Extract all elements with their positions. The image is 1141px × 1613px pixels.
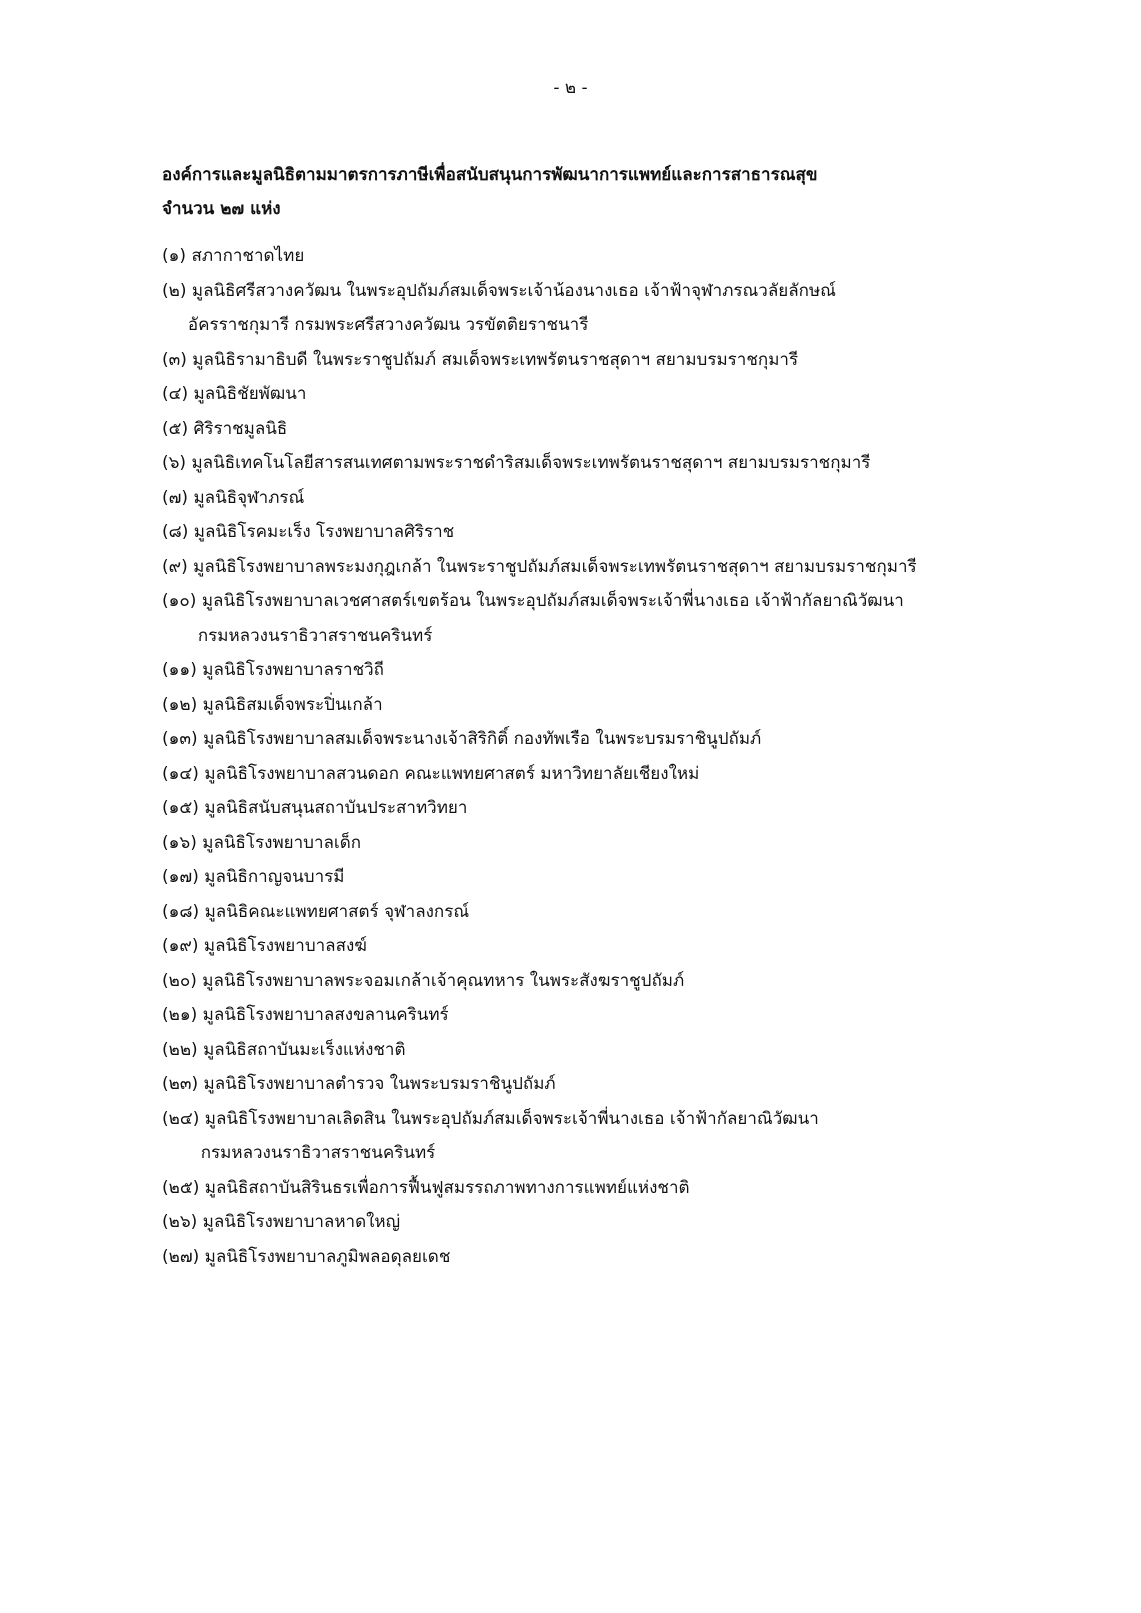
item-number: (๕) — [162, 418, 189, 439]
item-number: (๒๓) — [162, 1074, 199, 1094]
page-number: - ๒ - — [553, 78, 588, 98]
item-text — [191, 239, 304, 274]
list-item — [162, 964, 1102, 999]
item-line: มูลนิธิจุฬาภรณ์ — [193, 487, 305, 508]
item-line: มูลนิธิโรคมะเร็ง โรงพยาบาลศิริราช — [193, 522, 455, 542]
heading-line-2: จำนวน ๒๗ แห่ง — [162, 199, 281, 219]
item-line: มูลนิธิโรงพยาบาลพระจอมเกล้าเจ้าคุณทหาร ในพระสังฆราชูปถัมภ์ — [202, 970, 685, 991]
item-line: มูลนิธิโรงพยาบาลพระมงกุฎเกล้า ในพระราชูปถัมภ์สมเด็จพระเทพรัตนราชสุดาฯ สยามบรมราชกุมารี — [193, 556, 917, 577]
item-number: (๑๐) — [162, 591, 197, 611]
item-line: มูลนิธิโรงพยาบาลสมเด็จพระนางเจ้าสิริกิติ์ กองทัพเรือ ในพระบรมราชินูปถัมภ์ — [203, 729, 762, 749]
item-number: (๑๙) — [162, 936, 199, 956]
item-number: (๑๔) — [162, 763, 199, 784]
item-number: (๒๐) — [162, 970, 197, 991]
item-number: (๑๘) — [162, 901, 200, 922]
item-line: มูลนิธิโรงพยาบาลหาดใหญ่ — [202, 1212, 401, 1232]
organization-list — [162, 239, 1102, 1274]
list-item — [162, 860, 1102, 895]
list-item — [162, 1102, 1102, 1171]
item-text — [192, 343, 798, 378]
item-text — [205, 895, 470, 930]
item-text — [203, 1205, 400, 1240]
list-item — [162, 1205, 1102, 1240]
item-line: สภากาชาดไทย — [191, 246, 305, 266]
item-number: (๒๒) — [162, 1039, 198, 1060]
list-item — [162, 1240, 1102, 1275]
item-text — [204, 757, 699, 792]
item-line: มูลนิธิกาญจนบารมี — [204, 867, 345, 887]
item-number: (๑๗) — [162, 867, 199, 887]
item-text — [205, 1171, 690, 1206]
item-text — [194, 412, 288, 447]
item-number: (๒๗) — [162, 1246, 200, 1267]
item-line: มูลนิธิโรงพยาบาลเด็ก — [202, 832, 362, 853]
item-line: มูลนิธิสมเด็จพระปิ่นเกล้า — [202, 694, 383, 715]
item-text — [193, 550, 917, 585]
item-text — [194, 515, 454, 550]
list-item — [162, 653, 1102, 688]
item-line: มูลนิธิศรีสวางควัฒน ในพระอุปถัมภ์สมเด็จพระเจ้าน้องนางเธอ เจ้าฟ้าจุฬาภรณวลัยลักษณ์ — [191, 280, 836, 301]
heading-line-1: องค์การและมูลนิธิตามมาตรการภาษีเพื่อสนับสนุนการพัฒนาการแพทย์และการสาธารณสุข — [162, 165, 818, 185]
list-item — [162, 446, 1102, 481]
item-number: (๑๖) — [162, 832, 197, 853]
list-item — [162, 929, 1102, 964]
item-text — [205, 1240, 451, 1275]
item-line: มูลนิธิชัยพัฒนา — [193, 384, 307, 404]
item-text — [203, 998, 449, 1033]
item-text — [204, 791, 467, 826]
item-number: (๑๑) — [162, 660, 197, 680]
item-number: (๑) — [162, 246, 187, 266]
item-text — [191, 446, 870, 481]
item-text — [187, 274, 836, 343]
item-number: (๙) — [162, 556, 188, 577]
list-item — [162, 1067, 1102, 1102]
item-continuation-line: กรมหลวงนราธิวาสราชนครินทร์ — [200, 1143, 436, 1163]
list-item — [162, 584, 1102, 653]
list-item — [162, 1171, 1102, 1206]
item-number: (๖) — [162, 453, 187, 473]
item-line: มูลนิธิสถาบันมะเร็งแห่งชาติ — [203, 1039, 406, 1060]
item-number: (๑๕) — [162, 798, 199, 818]
item-line: มูลนิธิโรงพยาบาลเลิดสิน ในพระอุปถัมภ์สมเด็จพระเจ้าพี่นางเธอ เจ้าฟ้ากัลยาณิวัฒนา — [204, 1108, 819, 1129]
list-item — [162, 722, 1102, 757]
list-item — [162, 274, 1102, 343]
list-item — [162, 757, 1102, 792]
item-line: มูลนิธิโรงพยาบาลตำรวจ ในพระบรมราชินูปถัมภ์ — [203, 1074, 556, 1094]
list-item — [162, 412, 1102, 447]
item-line: ศิริราชมูลนิธิ — [193, 418, 288, 439]
item-text — [197, 584, 904, 653]
item-number: (๒) — [162, 280, 187, 301]
item-text — [204, 1067, 556, 1102]
list-item — [162, 515, 1102, 550]
list-item — [162, 1033, 1102, 1068]
item-text — [204, 860, 344, 895]
item-text — [194, 377, 307, 412]
item-line: มูลนิธิเทคโนโลยีสารสนเทศตามพระราชดำริสมเด็จพระเทพรัตนราชสุดาฯ สยามบรมราชกุมารี — [191, 453, 871, 473]
item-text — [203, 722, 761, 757]
item-text — [203, 688, 383, 723]
item-text — [202, 826, 361, 861]
list-item — [162, 688, 1102, 723]
list-item — [162, 377, 1102, 412]
item-text — [202, 964, 684, 999]
list-item — [162, 481, 1102, 516]
item-text — [202, 653, 384, 688]
item-number: (๒๑) — [162, 1005, 198, 1025]
document-heading — [162, 158, 1062, 226]
item-line: มูลนิธิโรงพยาบาลสงขลานครินทร์ — [202, 1005, 449, 1025]
item-text — [204, 929, 367, 964]
item-continuation-line: อัครราชกุมารี กรมพระศรีสวางควัฒน วรขัตติยราชนารี — [187, 315, 589, 335]
list-item — [162, 826, 1102, 861]
list-item — [162, 791, 1102, 826]
list-item — [162, 550, 1102, 585]
item-number: (๗) — [162, 487, 189, 508]
item-line: มูลนิธิโรงพยาบาลราชวิถี — [202, 660, 384, 680]
item-text — [200, 1102, 819, 1171]
list-item — [162, 998, 1102, 1033]
item-line: มูลนิธิรามาธิบดี ในพระราชูปถัมภ์ สมเด็จพระเทพรัตนราชสุดาฯ สยามบรมราชกุมารี — [192, 349, 799, 370]
item-number: (๒๕) — [162, 1177, 200, 1198]
item-text — [193, 481, 304, 516]
item-number: (๒๔) — [162, 1108, 200, 1129]
item-line: มูลนิธิโรงพยาบาลสงฆ์ — [203, 936, 367, 956]
item-line: มูลนิธิสถาบันสิรินธรเพื่อการฟื้นฟูสมรรถภาพทางการแพทย์แห่งชาติ — [204, 1177, 690, 1198]
item-line: มูลนิธิสนับสนุนสถาบันประสาทวิทยา — [204, 798, 468, 818]
list-item — [162, 895, 1102, 930]
item-number: (๒๖) — [162, 1212, 198, 1232]
item-line: มูลนิธิโรงพยาบาลเวชศาสตร์เขตร้อน ในพระอุปถัมภ์สมเด็จพระเจ้าพี่นางเธอ เจ้าฟ้ากัลยาณิวัฒนา — [201, 591, 904, 611]
item-line: มูลนิธิคณะแพทยศาสตร์ จุฬาลงกรณ์ — [204, 901, 470, 922]
item-number: (๓) — [162, 349, 187, 370]
item-number: (๑๒) — [162, 694, 198, 715]
item-number: (๘) — [162, 522, 189, 542]
item-line: มูลนิธิโรงพยาบาลสวนดอก คณะแพทยศาสตร์ มหาวิทยาลัยเชียงใหม่ — [204, 763, 700, 784]
item-line: มูลนิธิโรงพยาบาลภูมิพลอดุลยเดช — [204, 1246, 451, 1267]
item-continuation-line: กรมหลวงนราธิวาสราชนครินทร์ — [197, 625, 433, 646]
item-text — [203, 1033, 405, 1068]
list-item — [162, 343, 1102, 378]
item-number: (๔) — [162, 384, 189, 404]
item-number: (๑๓) — [162, 729, 198, 749]
list-item — [162, 239, 1102, 274]
